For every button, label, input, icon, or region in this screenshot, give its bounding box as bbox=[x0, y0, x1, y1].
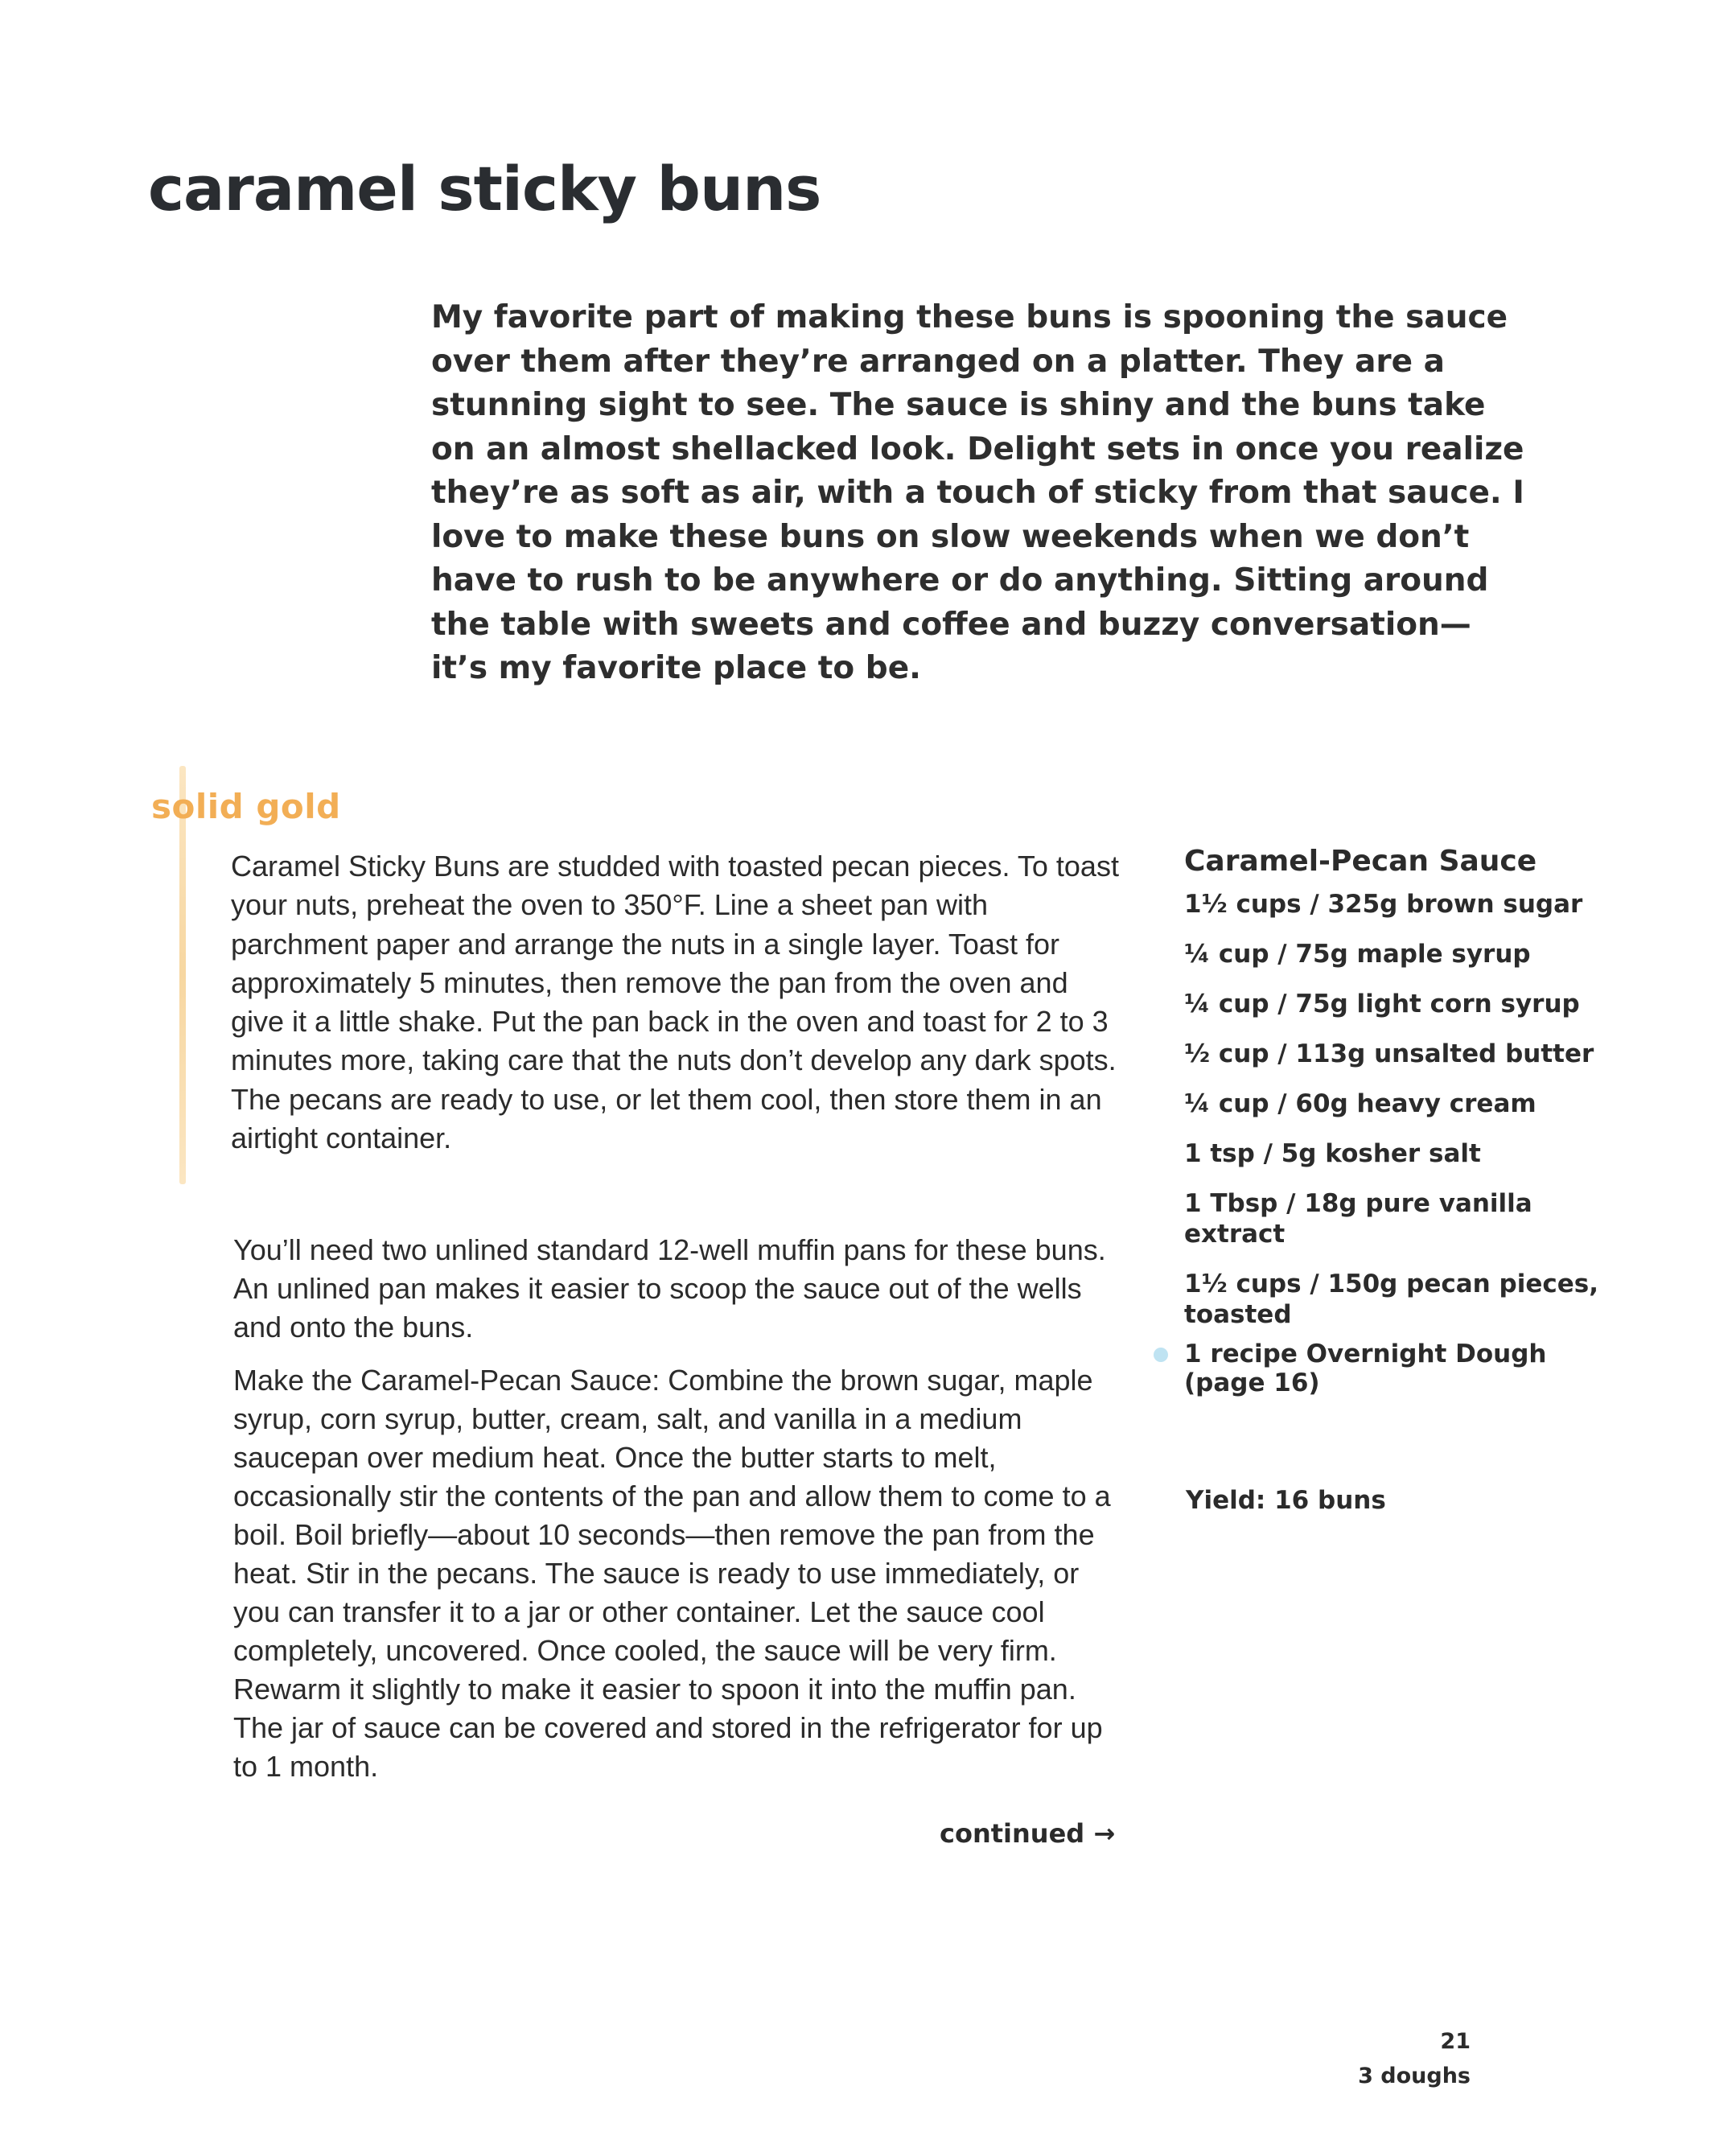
ingredient-item: 1 tsp / 5g kosher salt bbox=[1184, 1139, 1481, 1168]
continued-label: continued → bbox=[940, 1818, 1116, 1849]
sidebar-accent-bar bbox=[179, 766, 186, 1184]
recipe-yield: Yield: 16 buns bbox=[1186, 1486, 1386, 1515]
bullet-dot-icon bbox=[1154, 1348, 1168, 1362]
ingredient-item: ¼ cup / 75g maple syrup bbox=[1184, 940, 1531, 969]
chapter-label: 3 doughs bbox=[1358, 2064, 1471, 2089]
page-number: 21 bbox=[1440, 2029, 1471, 2054]
ingredients-list bbox=[1184, 889, 1602, 1330]
sidebar-text: Caramel Sticky Buns are studded with toasted pecan pieces. To toast your nuts, preheat the oven to 350°F. Line a sheet pan with parchment paper and arrange the nuts in a single layer. Toast for approximately 5 minutes, then remove the pan from the oven and give it a little shake. Put the pan back in the oven and toast for 2 to 3 minutes more, taking care that the nuts don’t develop any dark spots. The pecans are ready to use, or let them cool, then store them in an airtight container. bbox=[231, 850, 1119, 1155]
ingredients-heading: Caramel-Pecan Sauce bbox=[1184, 845, 1537, 878]
ingredient-item: ¼ cup / 75g light corn syrup bbox=[1184, 990, 1580, 1019]
ingredient-item: ½ cup / 113g unsalted butter bbox=[1184, 1039, 1594, 1068]
recipe-intro: My favorite part of making these buns is spooning the sauce over them after they’re arranged on a platter. They are a stunning sight to see. The sauce is shiny and the buns take on an almost shellacked look. Delight sets in once you realize they’re as soft as air, with a touch of sticky from that sauce. I love to make these buns on slow weekends when we don’t have to rush to be anywhere or do anything. Sitting around the table with sweets and coffee and buzzy conversation—it’s my favorite place to be. bbox=[431, 299, 1524, 686]
ingredient-item: 1 Tbsp / 18g pure vanilla extract bbox=[1184, 1189, 1532, 1249]
method-column bbox=[233, 1231, 1126, 1800]
dough-ingredient-text: 1 recipe Overnight Dough (page 16) bbox=[1184, 1340, 1547, 1397]
dough-ingredient bbox=[1184, 1340, 1602, 1397]
sidebar-heading: solid gold bbox=[151, 787, 341, 826]
ingredient-item: 1½ cups / 325g brown sugar bbox=[1184, 890, 1583, 919]
ingredients-panel bbox=[1184, 845, 1602, 1349]
method-paragraph: Make the Caramel-Pecan Sauce: Combine the brown sugar, maple syrup, corn syrup, butter, cream, salt, and vanilla in a medium saucepan over medium heat. Once the butter starts to melt, occasionally stir the contents of the pan and allow them to come to a boil. Boil briefly—about 10 seconds—then remove the pan from the heat. Stir in the pecans. The sauce is ready to use immediately, or you can transfer it to a jar or other container. Let the sauce cool completely, uncovered. Once cooled, the sauce will be very firm. Rewarm it slightly to make it easier to spoon it into the muffin pan. The jar of sauce can be covered and stored in the refrigerator for up to 1 month. bbox=[233, 1364, 1111, 1783]
recipe-title: caramel sticky buns bbox=[148, 153, 821, 224]
method-paragraph: You’ll need two unlined standard 12-well muffin pans for these buns. An unlined pan makes it easier to scoop the sauce out of the wells and onto the buns. bbox=[233, 1233, 1106, 1344]
ingredient-item: ¼ cup / 60g heavy cream bbox=[1184, 1089, 1536, 1118]
ingredient-item: 1½ cups / 150g pecan pieces, toasted bbox=[1184, 1270, 1598, 1329]
